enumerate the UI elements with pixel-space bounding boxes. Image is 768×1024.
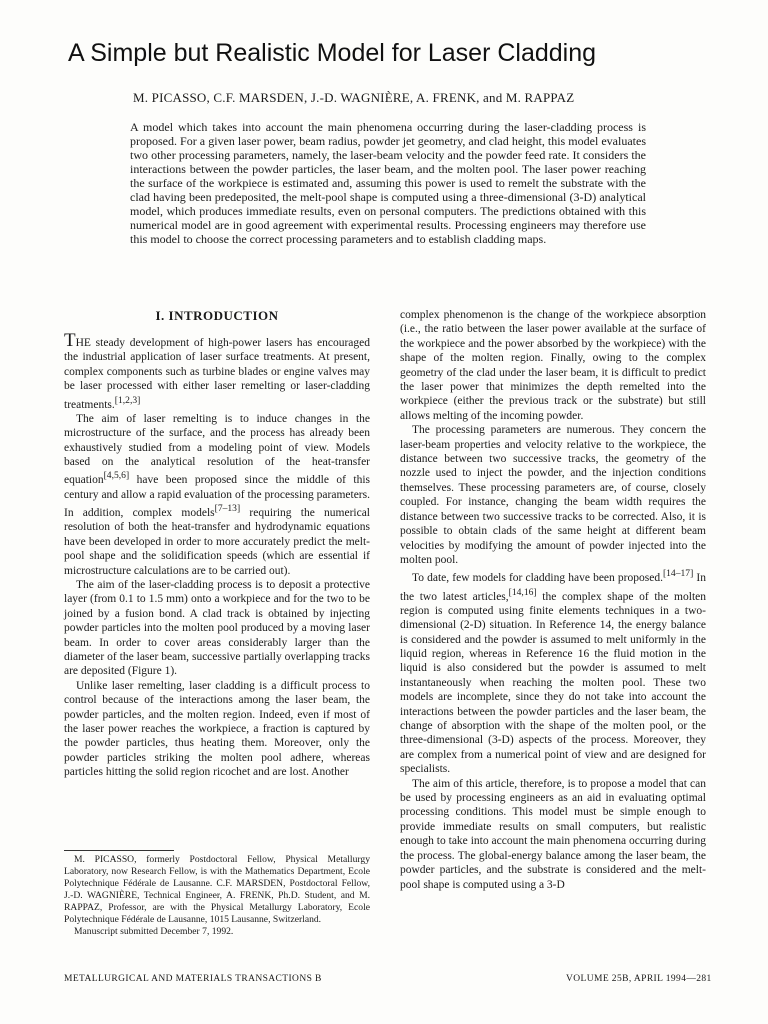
page-number-footer: VOLUME 25B, APRIL 1994—281 [566,974,712,984]
intro-paragraph-7 [400,567,706,776]
article-title: A Simple but Realistic Model for Laser Cladding [68,39,597,67]
author-list: M. PICASSO, C.F. MARSDEN, J.-D. WAGNIÈRE, A. FRENK, and M. RAPPAZ [133,90,575,105]
citation-ref[interactable]: [7–13] [214,503,241,515]
paragraph-text: the complex shape of the molten region is computed using finite elements techniques in a two-dimensional (2-D) situation. In Reference 14, the energy balance is considered and the powder is assumed to melt uniformly in the liquid region, whereas in Reference 16 the fluid motion in the liquid is also considered but the powder is assumed to melt instantaneously when reaching the molten pool. These two models are incomplete, since they do not take into account the interactions between the powder particles and the laser beam, the change of absorption with the shape of the molten pool, or the three-dimensional (3-D) aspects of the process. Moreover, they are complex from a numerical point of view and are designed for specialists. [400,590,706,776]
citation-ref[interactable]: [14,16] [508,586,537,598]
abstract: A model which takes into account the main phenomena occurring during the laser-cladding process is proposed. For a given laser power, beam radius, powder jet geometry, and clad height, this model evaluates two other processing parameters, namely, the laser-beam velocity and the powder feed rate. It considers the interactions between the powder particles, the laser beam, and the molten pool. The laser power reaching the surface of the workpiece is estimated and, assuming this power is used to remelt the substrate with the clad having been predeposited, the melt-pool shape is computed using a three-dimensional (3-D) analytical model, which produces immediate results, even on personal computers. The predictions obtained with this numerical model are in good agreement with experimental results. Processing engineers may therefore use this model to choose the correct processing parameters and to establish cladding maps. [130,120,646,246]
intro-paragraph-6: The processing parameters are numerous. They concern the laser-beam properties and velocity relative to the workpiece, the distance between two successive tracks, the geometry of the nozzle used to inject the powder, and the injection conditions themselves. These processing parameters are, of course, closely coupled. For instance, changing the beam width requires the distance between two successive tracks to be corrected. Also, it is possible to obtain clads of the same height at different beam velocities by modifying the amount of powder injected into the molten pool. [400,424,706,566]
citation-ref[interactable]: [1,2,3] [114,394,141,406]
intro-paragraph-5: complex phenomenon is the change of the workpiece absorption (i.e., the ratio between the laser power available at the surface of the workpiece and the power absorbed by the workpiece) with the shape of the molten region. Finally, owing to the complex geometry of the clad under the laser beam, it is difficult to predict the laser power that minimizes the depth remelted into the workpiece (either the previous track or the substrate) but still allows melting of the incoming powder. [400,309,706,422]
drop-cap: T [64,330,76,351]
paragraph-text: requiring the numerical resolution of both the heat-transfer and hydrodynamic equations have been developed in order to more accurately predict the melt-pool shape and the solidification speeds (which are essential if microstructure calculations are to be carried out). [64,506,371,577]
citation-ref[interactable]: [14–17] [662,568,694,580]
paragraph-text: The aim of laser remelting is to induce changes in the microstructure of the surface, and the process has already been exhaustively studied from a modeling point of view. Models based on the analytical resolution of the heat-transfer equation [64,412,370,487]
left-column [64,308,370,838]
footnote-divider [64,850,174,851]
journal-footer: METALLURGICAL AND MATERIALS TRANSACTIONS B [64,974,322,984]
intro-paragraph-4: Unlike laser remelting, laser cladding is a difficult process to control because of the interactions among the laser beam, the powder particles, and the molten region. Indeed, even if most of the laser power reaches the workpiece, a fraction is captured by the powder particles, thus heating them. Moreover, only the powder particles striking the molten pool adhere, whereas particles hitting the solid region ricochet and are lost. Another [64,679,370,779]
intro-paragraph-2 [64,412,370,578]
intro-paragraph-8: The aim of this article, therefore, is to propose a model that can be used by processing engineers as an aid in evaluating optimal processing conditions. This model must be simple enough to provide immediate results on small computers, but realistic enough to take into account the main phenomena occurring during the process. The global-energy balance among the laser beam, the powder particles, and the substrate is considered and the melt-pool shape is computed using a 3-D [400,777,706,891]
paragraph-text: have been proposed since the middle of this century and allow a rapid evaluation of the processing parameters. In addition, complex models [64,474,370,519]
paragraph-text: In the two latest articles, [400,572,706,603]
footnote-submitted: Manuscript submitted December 7, 1992. [74,926,234,937]
paragraph-text: HE steady development of high-power lasers has encouraged the industrial application of laser surface treatments. At present, complex components such as turbine blades or engine valves may be laser processed with either laser remelting or laser-cladding treatments. [64,337,370,411]
citation-ref[interactable]: [4,5,6] [103,470,130,482]
intro-paragraph-3: The aim of the laser-cladding process is to deposit a protective layer (from 0.1 to 1.5 mm) onto a workpiece and for the two to be joined by a fusion bond. A clad track is obtained by injecting powder particles into the molten pool produced by a moving laser beam. In order to cover areas considerably larger than the diameter of the laser beam, successive partially overlapping tracks are deposited (Figure 1). [64,578,370,678]
paragraph-text: To date, few models for cladding have been proposed. [412,572,663,585]
right-column [400,308,706,963]
footnote-affiliations: M. PICASSO, formerly Postdoctoral Fellow, Physical Metallurgy Laboratory, now Research Fellow, is with the Mathematics Department, Ecole Polytechnique Fédérale de Lausanne. C.F. MARSDEN, Postdoctoral Fellow, J.-D. WAGNIÈRE, Technical Engineer, A. FRENK, Ph.D. Student, and M. RAPPAZ, Professor, are with the Physical Metallurgy Laboratory, Ecole Polytechnique Fédérale de Lausanne, 1015 Lausanne, Switzerland. [64,854,370,925]
section-heading: I. INTRODUCTION [155,308,279,323]
author-footnote [64,854,370,938]
intro-paragraph-1 [64,330,370,412]
